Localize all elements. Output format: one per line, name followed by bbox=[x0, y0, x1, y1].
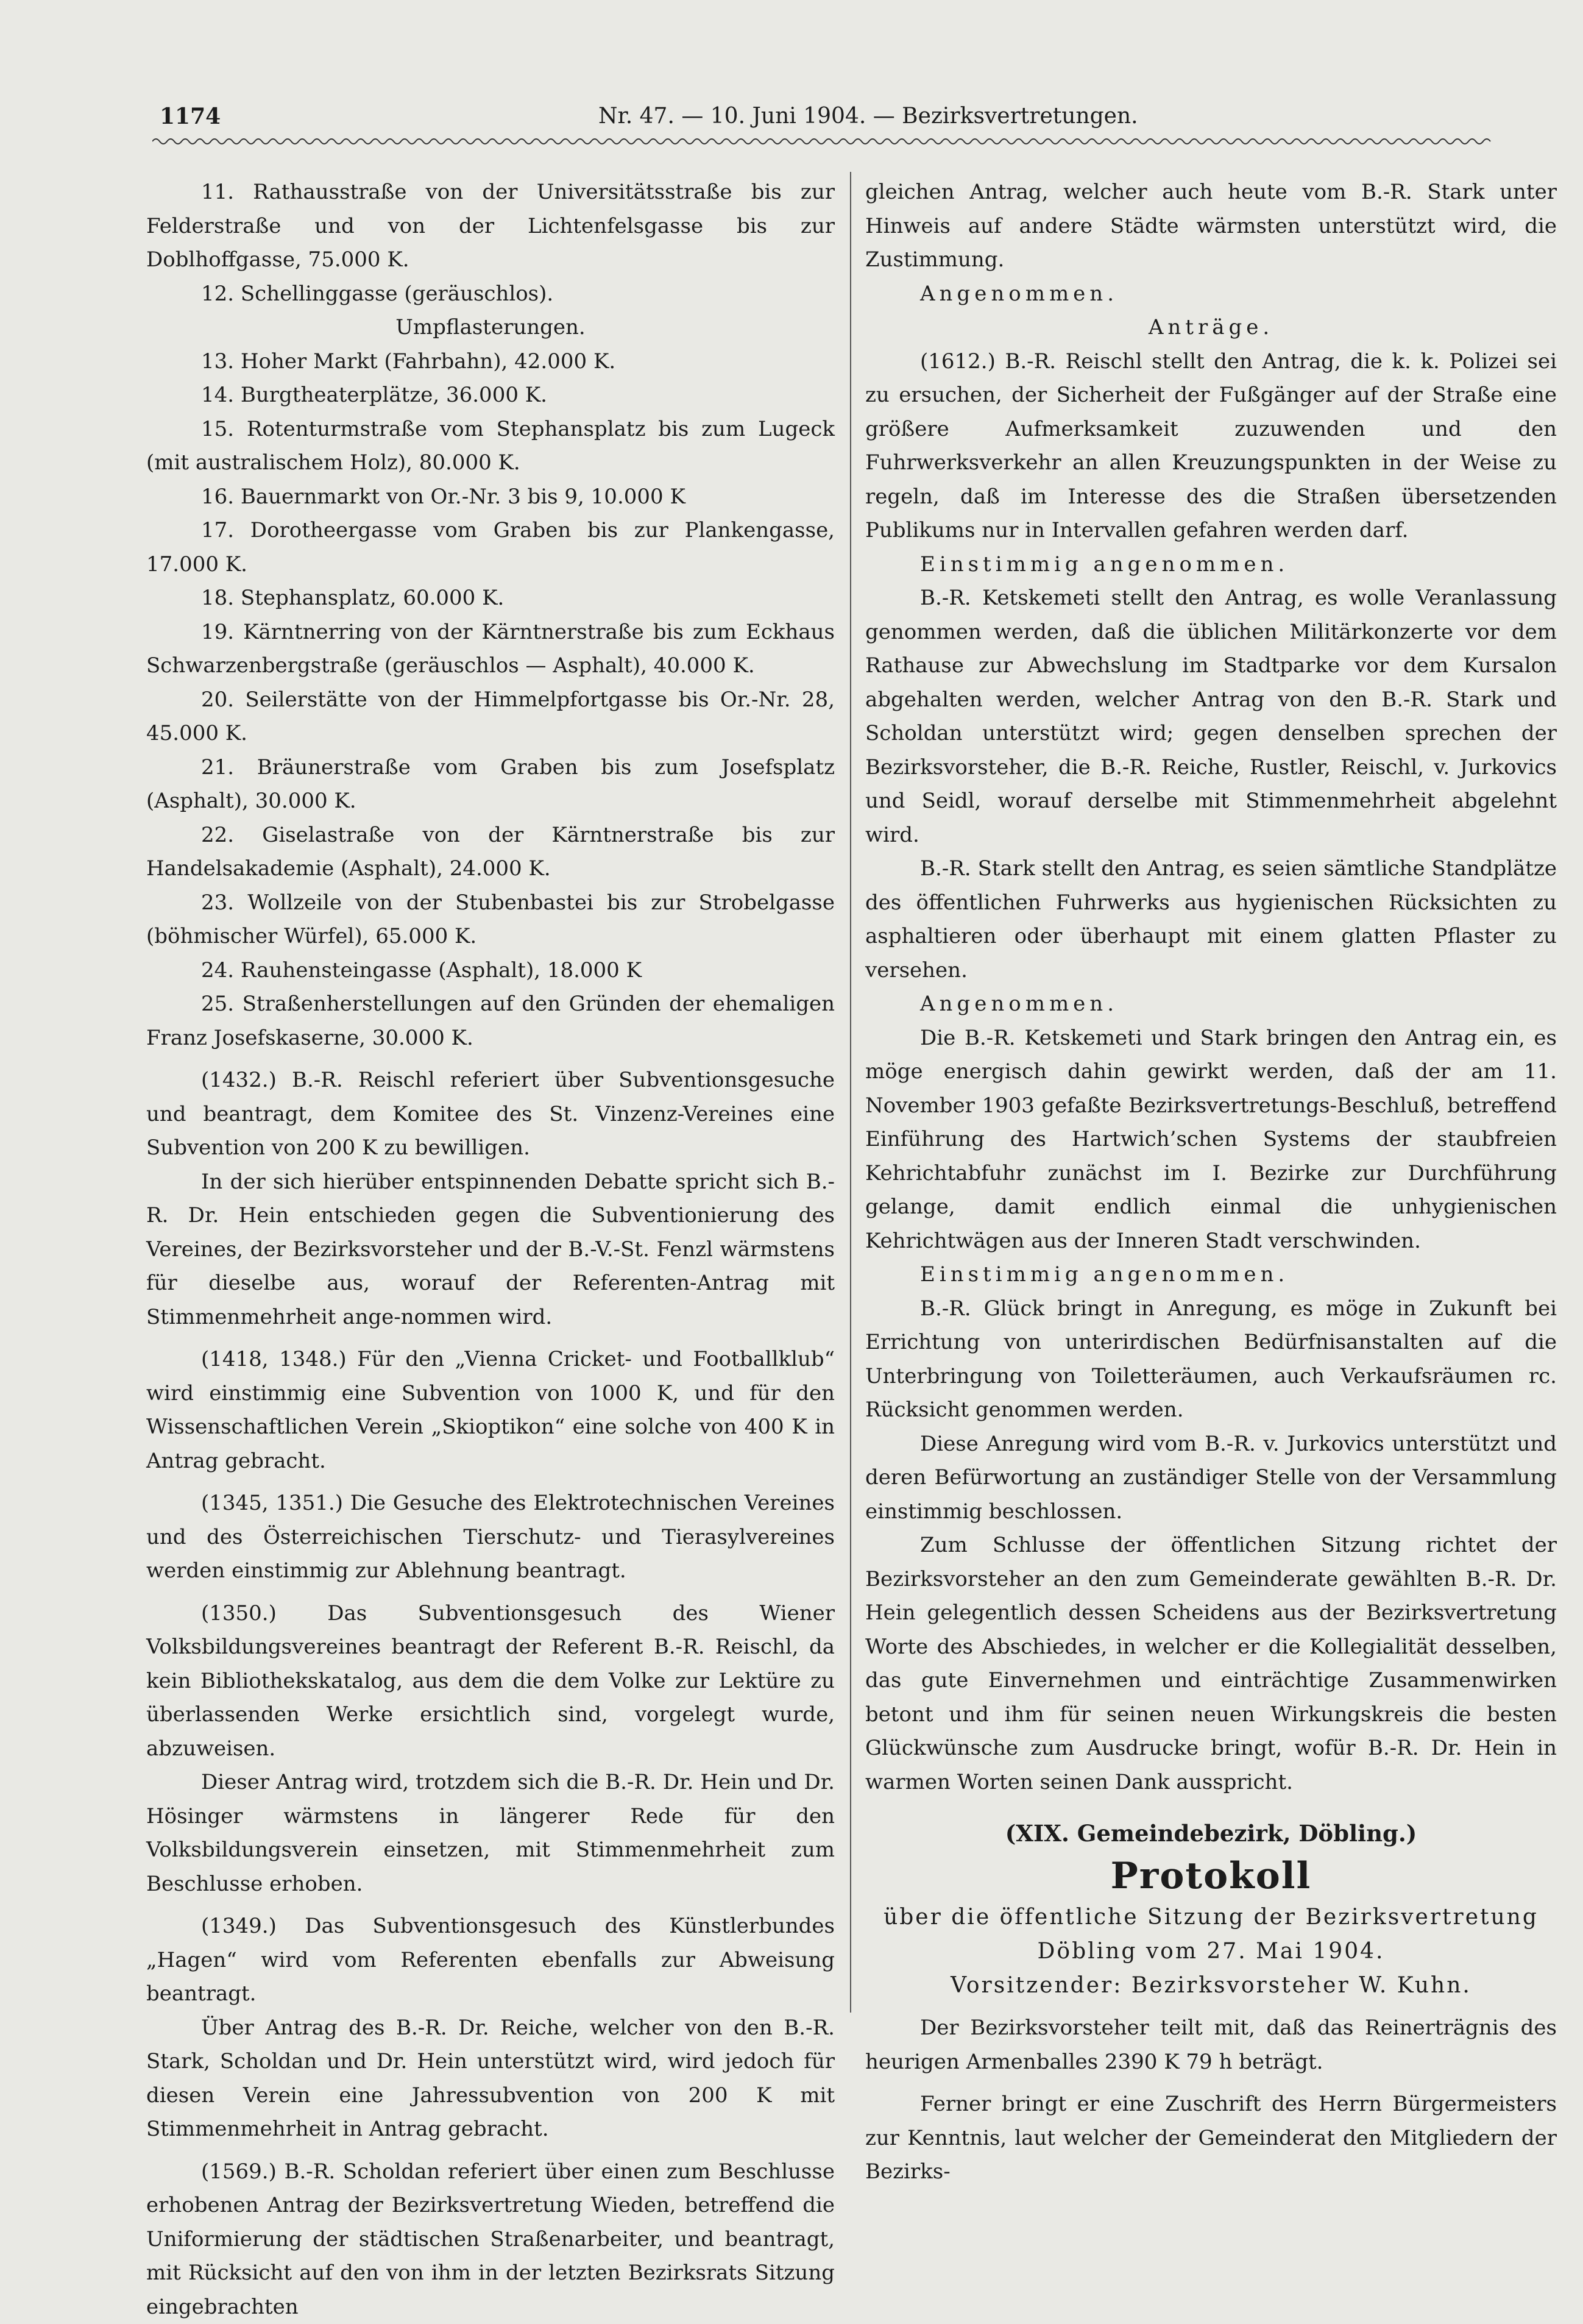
section-heading-umpflasterungen: Umpflasterungen. bbox=[146, 311, 835, 345]
list-item: 15. Rotenturmstraße vom Stephansplatz bis zum Lugeck (mit australischem Holz), 80.000 K. bbox=[146, 413, 835, 480]
list-item: 25. Straßenherstellungen auf den Gründen der ehemaligen Franz Josefskaserne, 30.000 K. bbox=[146, 987, 835, 1055]
list-item: 19. Kärntnerring von der Kärntnerstraße bis zum Eckhaus Schwarzenbergstraße (geräuschlos — Asphalt), 40.000 K. bbox=[146, 616, 835, 683]
list-item: 21. Bräunerstraße vom Graben bis zum Josefsplatz (Asphalt), 30.000 K. bbox=[146, 751, 835, 819]
paragraph: (1569.) B.-R. Scholdan referiert über einen zum Beschlusse erhobenen Antrag der Bezirksvertretung Wieden, betreffend die Uniformierung der städtischen Straßenarbeiter, und beantragt, mit Rücksicht auf den von ihm in der letzten Bezirksrats Sitzung eingebrachten bbox=[146, 2155, 835, 2324]
result-angenommen: Angenommen. bbox=[865, 987, 1557, 1022]
paragraph: B.-R. Glück bringt in Anregung, es möge in Zukunft bei Errichtung von unterirdischen Bedürfnisanstalten auf die Unterbringung von Toiletteräumen, auch Verkaufsräumen rc. Rücksicht genommen werden. bbox=[865, 1292, 1557, 1427]
paragraph: gleichen Antrag, welcher auch heute vom B.-R. Stark unter Hinweis auf andere Städte wärmsten unterstützt wird, die Zustimmung. bbox=[865, 176, 1557, 277]
list-item: 12. Schellinggasse (geräuschlos). bbox=[146, 277, 835, 311]
list-item: 24. Rauhensteingasse (Asphalt), 18.000 K bbox=[146, 954, 835, 988]
paragraph: (1349.) Das Subventionsgesuch des Künstlerbundes „Hagen“ wird vom Referenten ebenfalls zur Abweisung beantragt. bbox=[146, 1910, 835, 2011]
paragraph: (1345, 1351.) Die Gesuche des Elektrotechnischen Vereines und des Österreichischen Tierschutz- und Tierasylvereines werden einstimmig zur Ablehnung beantragt. bbox=[146, 1487, 835, 1588]
list-item: 22. Giselastraße von der Kärntnerstraße bis zur Handelsakademie (Asphalt), 24.000 K. bbox=[146, 819, 835, 886]
list-item: 23. Wollzeile von der Stubenbastei bis zur Strobelgasse (böhmischer Würfel), 65.000 K. bbox=[146, 886, 835, 954]
protokoll-date: Döbling vom 27. Mai 1904. bbox=[865, 1935, 1557, 1969]
paragraph: Ferner bringt er eine Zuschrift des Herrn Bürgermeisters zur Kenntnis, laut welcher der Gemeinderat den Mitgliedern der Bezirks- bbox=[865, 2088, 1557, 2189]
paragraph: (1350.) Das Subventionsgesuch des Wiener Volksbildungsvereines beantragt der Referent B.-R. Reischl, da kein Bibliothekskatalog, aus dem die dem Volke zur Lektüre zu überlassenden Werke ersichtlich sind, vorgelegt wurde, abzuweisen. bbox=[146, 1597, 835, 1766]
paragraph: Der Bezirksvorsteher teilt mit, daß das Reinerträgnis des heurigen Armenballes 2390 K 79 h beträgt. bbox=[865, 2011, 1557, 2079]
protokoll-title: Protokoll bbox=[865, 1852, 1557, 1900]
protokoll-subtitle: über die öffentliche Sitzung der Bezirksvertretung bbox=[865, 1900, 1557, 1935]
list-item: 16. Bauernmarkt von Or.-Nr. 3 bis 9, 10.000 K bbox=[146, 480, 835, 514]
paragraph: Diese Anregung wird vom B.-R. v. Jurkovics unterstützt und deren Befürwortung an zuständiger Stelle von der Versammlung einstimmig beschlossen. bbox=[865, 1427, 1557, 1529]
list-item: 14. Burgtheaterplätze, 36.000 K. bbox=[146, 378, 835, 413]
running-title: Nr. 47. — 10. Juni 1904. — Bezirksvertretungen. bbox=[598, 104, 1138, 129]
paragraph: Dieser Antrag wird, trotzdem sich die B.-R. Dr. Hein und Dr. Hösinger wärmstens in längerer Rede für den Volksbildungsverein einsetzen, mit Stimmenmehrheit zum Beschlusse erhoben. bbox=[146, 1766, 835, 1901]
paragraph: (1418, 1348.) Für den „Vienna Cricket- und Footballklub“ wird einstimmig eine Subvention von 1000 K, und für den Wissenschaftlichen Verein „Skioptikon“ eine solche von 400 K in Antrag gebracht. bbox=[146, 1343, 835, 1478]
result-einstimmig: Einstimmig angenommen. bbox=[865, 1258, 1557, 1292]
result-angenommen: Angenommen. bbox=[865, 277, 1557, 311]
paragraph: B.-R. Stark stellt den Antrag, es seien sämtliche Standplätze des öffentlichen Fuhrwerks aus hygienischen Rücksichten zu asphaltieren oder überhaupt mit einem glatten Pflaster zu versehen. bbox=[865, 852, 1557, 987]
list-item: 17. Dorotheergasse vom Graben bis zur Plankengasse, 17.000 K. bbox=[146, 514, 835, 581]
list-item: 20. Seilerstätte von der Himmelpfortgasse bis Or.-Nr. 28, 45.000 K. bbox=[146, 683, 835, 751]
chairman-line: Vorsitzender: Bezirksvorsteher W. Kuhn. bbox=[865, 1969, 1557, 2003]
page-header bbox=[160, 104, 1482, 140]
list-item: 13. Hoher Markt (Fahrbahn), 42.000 K. bbox=[146, 345, 835, 379]
column-divider bbox=[850, 172, 851, 2013]
list-item: 11. Rathausstraße von der Universitätsstraße bis zur Felderstraße und von der Lichtenfelsgasse bis zur Doblhoffgasse, 75.000 K. bbox=[146, 176, 835, 277]
header-wavy-rule bbox=[152, 135, 1493, 147]
paragraph: (1612.) B.-R. Reischl stellt den Antrag, die k. k. Polizei sei zu ersuchen, der Sicherheit der Fußgänger auf der Straße eine größere Aufmerksamkeit zuzuwenden und den Fuhrwerksverkehr an allen Kreuzungspunkten in der Weise zu regeln, daß im Interesse des die Straßen übersetzenden Publikums nur in Intervallen gefahren werden darf. bbox=[865, 345, 1557, 548]
list-item: 18. Stephansplatz, 60.000 K. bbox=[146, 581, 835, 616]
page-number: 1174 bbox=[160, 104, 221, 129]
paragraph: Über Antrag des B.-R. Dr. Reiche, welcher von den B.-R. Stark, Scholdan und Dr. Hein unterstützt wird, wird jedoch für diesen Verein eine Jahressubvention von 200 K mit Stimmenmehrheit in Antrag gebracht. bbox=[146, 2011, 835, 2147]
section-heading-antraege: Anträge. bbox=[865, 311, 1557, 345]
paragraph: B.-R. Ketskemeti stellt den Antrag, es wolle Veranlassung genommen werden, daß die üblichen Militärkonzerte vor dem Rathause zur Abwechslung im Stadtparke vor dem Kursalon abgehalten werden, welcher Antrag von den B.-R. Stark und Scholdan unterstützt wird; gegen denselben sprechen der Bezirksvorsteher, die B.-R. Reiche, Rustler, Reischl, v. Jurkovics und Seidl, worauf derselbe mit Stimmenmehrheit abgelehnt wird. bbox=[865, 581, 1557, 852]
paragraph: (1432.) B.-R. Reischl referiert über Subventionsgesuche und beantragt, dem Komitee des St. Vinzenz-Vereines eine Subvention von 200 K zu bewilligen. bbox=[146, 1064, 835, 1165]
paragraph: Zum Schlusse der öffentlichen Sitzung richtet der Bezirksvorsteher an den zum Gemeinderate gewählten B.-R. Dr. Hein gelegentlich dessen Scheidens aus der Bezirksvertretung Worte des Abschiedes, in welcher er die Kollegialität desselben, das gute Einvernehmen und einträchtige Zusammenwirken betont und ihm für seinen neuen Wirkungskreis die besten Glückwünsche zum Ausdrucke bringt, wofür B.-R. Dr. Hein in warmen Worten seinen Dank ausspricht. bbox=[865, 1529, 1557, 1799]
right-column bbox=[865, 176, 1557, 2189]
left-column bbox=[146, 176, 835, 2324]
result-einstimmig: Einstimmig angenommen. bbox=[865, 548, 1557, 582]
district-heading: (XIX. Gemeindebezirk, Döbling.) bbox=[865, 1815, 1557, 1852]
paragraph: In der sich hierüber entspinnenden Debatte spricht sich B.-R. Dr. Hein entschieden gegen die Subventionierung des Vereines, der Bezirksvorsteher und der B.-V.-St. Fenzl wärmstens für dieselbe aus, worauf der Referenten-Antrag mit Stimmenmehrheit ange-nommen wird. bbox=[146, 1165, 835, 1335]
paragraph: Die B.-R. Ketskemeti und Stark bringen den Antrag ein, es möge energisch dahin gewirkt werden, daß der am 11. November 1903 gefaßte Bezirksvertretungs-Beschluß, betreffend Einführung des Hartwich’schen Systems der staubfreien Kehrichtabfuhr zunächst im I. Bezirke zur Durchführung gelange, damit endlich einmal die unhygienischen Kehrichtwägen aus der Inneren Stadt verschwinden. bbox=[865, 1022, 1557, 1259]
